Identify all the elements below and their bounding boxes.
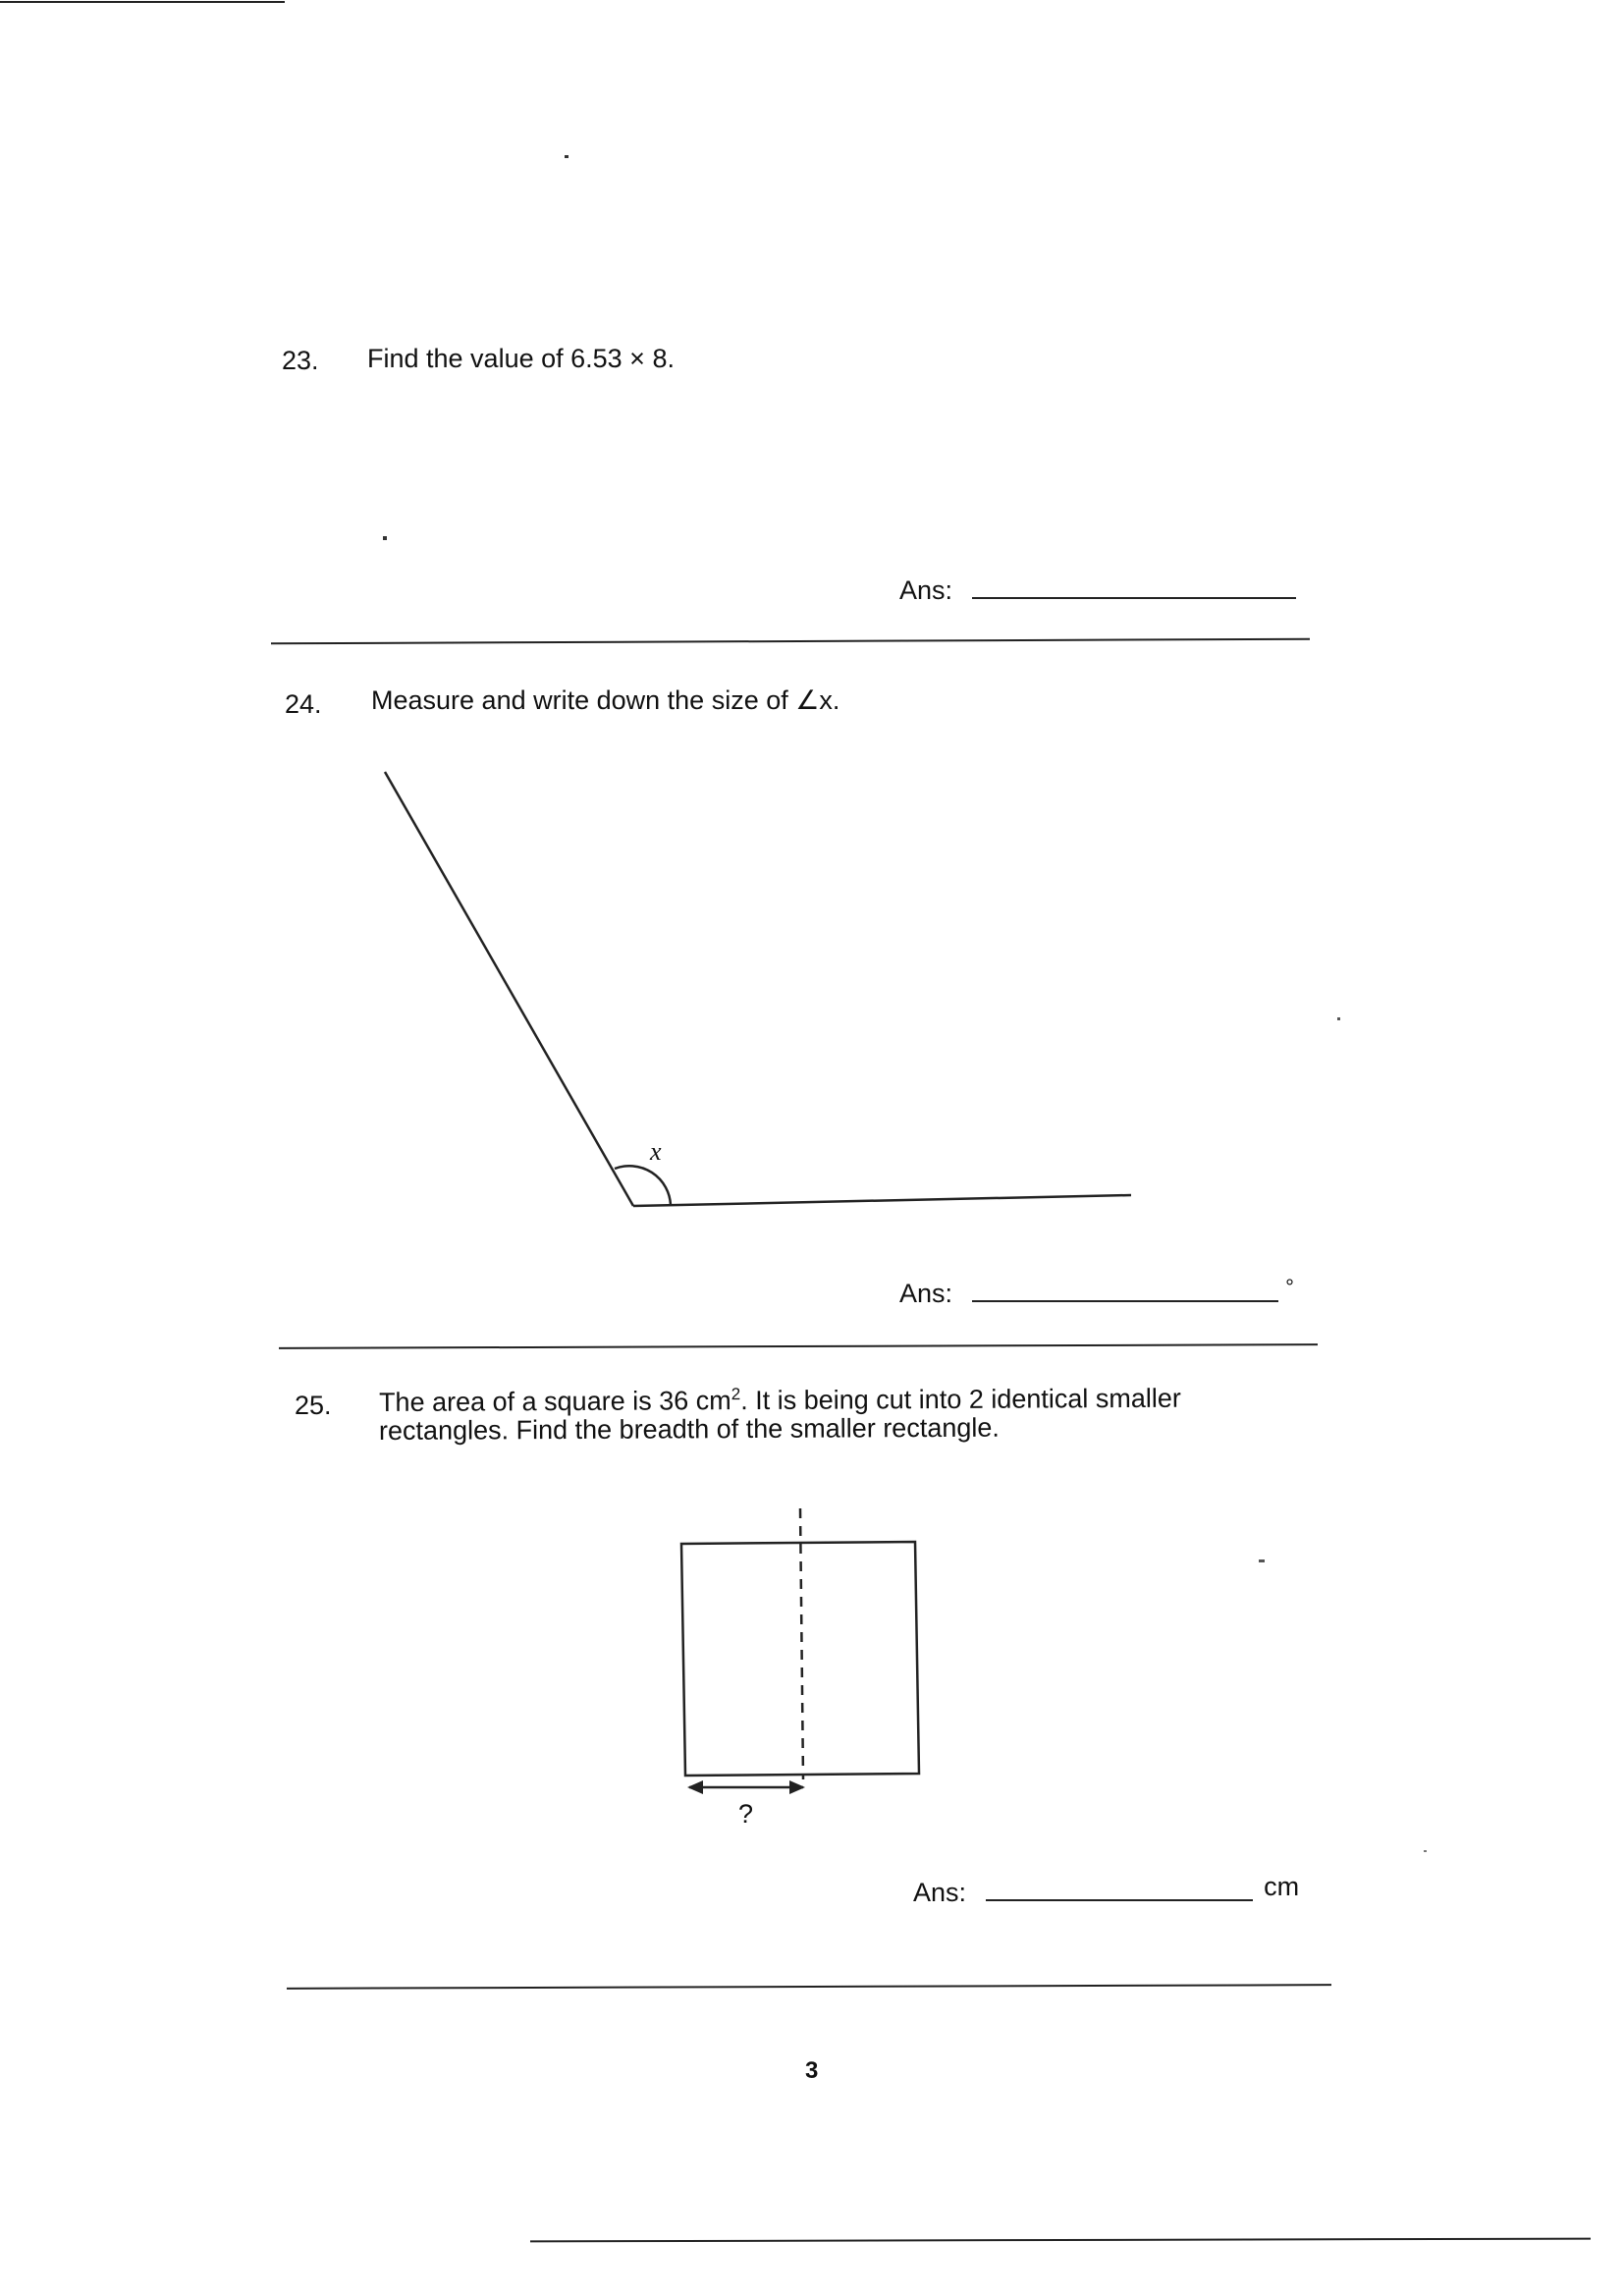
question-25-line2: rectangles. Find the breadth of the smaller rectangle. bbox=[378, 1412, 1000, 1446]
page-number: 3 bbox=[805, 2057, 819, 2084]
scan-speck bbox=[1424, 1850, 1427, 1852]
question-24-text: Measure and write down the size of ∠x. bbox=[371, 685, 840, 715]
scan-speck bbox=[565, 155, 568, 158]
question-24-number: 24. bbox=[285, 689, 322, 719]
answer-label: Ans: bbox=[899, 1279, 953, 1308]
question-25-number: 25. bbox=[295, 1391, 332, 1420]
question-23-text: Find the value of 6.53 × 8. bbox=[367, 344, 675, 373]
scan-speck bbox=[1259, 1559, 1265, 1562]
cm-unit: cm bbox=[1264, 1872, 1300, 1901]
breadth-question-mark: ? bbox=[738, 1799, 754, 1829]
question-23-number: 23. bbox=[282, 346, 319, 375]
dashed-cut-line bbox=[800, 1508, 803, 1779]
question-25-text-part1: The area of a square is 36 cm bbox=[378, 1386, 731, 1417]
angle-x-label: x bbox=[650, 1137, 662, 1166]
degree-unit: ° bbox=[1285, 1275, 1294, 1299]
scan-speck bbox=[383, 536, 387, 540]
breadth-arrowhead-left bbox=[687, 1780, 703, 1794]
answer-label: Ans: bbox=[899, 575, 953, 605]
square-outline bbox=[681, 1542, 919, 1776]
answer-label: Ans: bbox=[913, 1878, 967, 1907]
question-25-text-part2: . It is being cut into 2 identical smaller bbox=[740, 1383, 1181, 1416]
breadth-arrowhead-right bbox=[789, 1780, 805, 1794]
scan-speck bbox=[1337, 1017, 1340, 1020]
question-25-superscript: 2 bbox=[731, 1385, 741, 1404]
question-25-answer bbox=[913, 1872, 1300, 1909]
answer-25-blank[interactable] bbox=[986, 1899, 1253, 1901]
